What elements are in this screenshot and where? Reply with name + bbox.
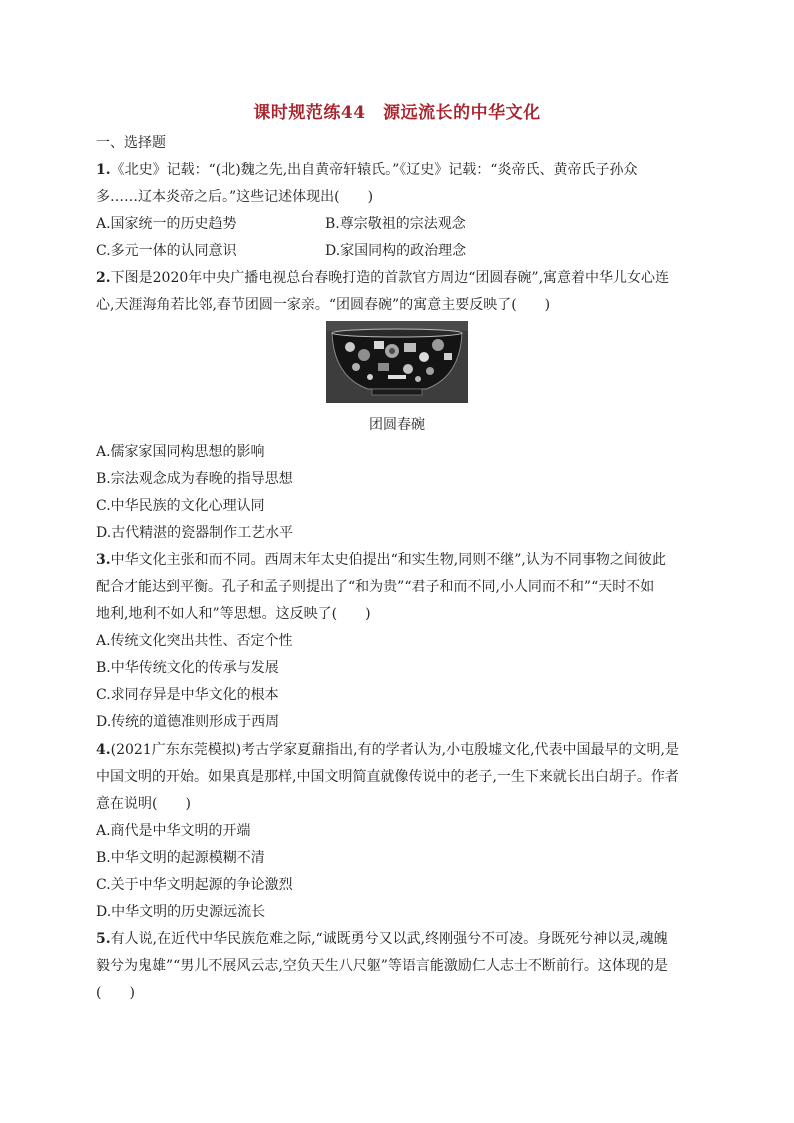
q3-stem-line1 (96, 551, 700, 569)
q4-stem-line2: 中国文明的开始。如果真是那样,中国文明简直就像传说中的老子,一生下来就长出白胡子。作者 (96, 769, 679, 785)
q4-stem-line1 (96, 741, 700, 759)
q2-number: 2. (96, 270, 111, 286)
q4-stem-text1: (2021广东东莞模拟)考古学家夏鼐指出,有的学者认为,小屯殷墟文化,代表中国最早的文明,是 (110, 742, 679, 758)
q2-option-b: B.宗法观念成为春晚的指导思想 (96, 471, 293, 487)
q5-stem-line1 (96, 930, 700, 948)
q5-stem-line2: 毅兮为鬼雄”“男儿不展风云志,空负天生八尺躯”等语言能激励仁人志士不断前行。这体现的是 (96, 958, 668, 974)
q3-option-d: D.传统的道德准则形成于西周 (96, 714, 280, 730)
q1-stem-text1: 《北史》记载：“(北)魏之先,出自黄帝轩辕氏。”《辽史》记载：“炎帝氏、黄帝氏子孙众 (110, 162, 638, 178)
q4-option-c: C.关于中华文明起源的争论激烈 (96, 877, 293, 893)
q5-number: 5. (96, 931, 111, 947)
q2-stem-line1 (96, 269, 700, 287)
q1-option-a: A.国家统一的历史趋势 (96, 216, 237, 232)
q4-option-d: D.中华文明的历史源远流长 (96, 904, 266, 920)
q1-stem-line2: 多……辽本炎帝之后。”这些记述体现出( ) (96, 189, 374, 205)
q1-option-c: C.多元一体的认同意识 (96, 243, 237, 259)
q4-stem-line3: 意在说明( ) (96, 796, 191, 812)
q3-stem-line2: 配合才能达到平衡。孔子和孟子则提出了“和为贵”“君子和而不同,小人同而不和”“天时不如 (96, 579, 655, 595)
q2-option-c: C.中华民族的文化心理认同 (96, 498, 265, 514)
q4-option-b: B.中华文明的起源模糊不清 (96, 850, 265, 866)
q4-number: 4. (96, 742, 111, 758)
q3-stem-line3: 地利,地利不如人和”等思想。这反映了( ) (96, 606, 371, 622)
q3-option-b: B.中华传统文化的传承与发展 (96, 660, 279, 676)
q3-number: 3. (96, 552, 111, 568)
q1-stem-line1 (96, 161, 700, 179)
q5-stem-line3: ( ) (96, 985, 135, 1001)
q4-option-a: A.商代是中华文明的开端 (96, 823, 251, 839)
q1-option-d: D.家国同构的政治理念 (325, 243, 467, 259)
q1-option-b: B.尊宗敬祖的宗法观念 (325, 216, 466, 232)
q1-number: 1. (96, 162, 111, 178)
q3-option-a: A.传统文化突出共性、否定个性 (96, 633, 293, 649)
q3-option-c: C.求同存异是中华文化的根本 (96, 687, 279, 703)
bowl-photo (326, 321, 468, 403)
q5-stem-text1: 有人说,在近代中华民族危难之际,“诚既勇兮又以武,终刚强兮不可凌。身既死兮神以灵,魂魄 (110, 931, 668, 947)
q2-stem-line2: 心,天涯海角若比邻,春节团圆一家亲。“团圆春碗”的寓意主要反映了( ) (96, 297, 551, 313)
section-heading: 一、选择题 (96, 135, 166, 151)
q2-stem-text1: 下图是2020年中央广播电视总台春晚打造的首款官方周边“团圆春碗”,寓意着中华儿女心连 (110, 270, 670, 286)
q2-option-a: A.儒家家国同构思想的影响 (96, 444, 265, 460)
page-title: 课时规范练44 源远流长的中华文化 (253, 103, 541, 123)
q2-option-d: D.古代精湛的瓷器制作工艺水平 (96, 525, 294, 541)
bowl-image (326, 321, 468, 403)
q3-stem-text1: 中华文化主张和而不同。西周末年太史伯提出“和实生物,同则不继”,认为不同事物之间彼此 (110, 552, 666, 568)
bowl-caption: 团圆春碗 (369, 417, 425, 433)
